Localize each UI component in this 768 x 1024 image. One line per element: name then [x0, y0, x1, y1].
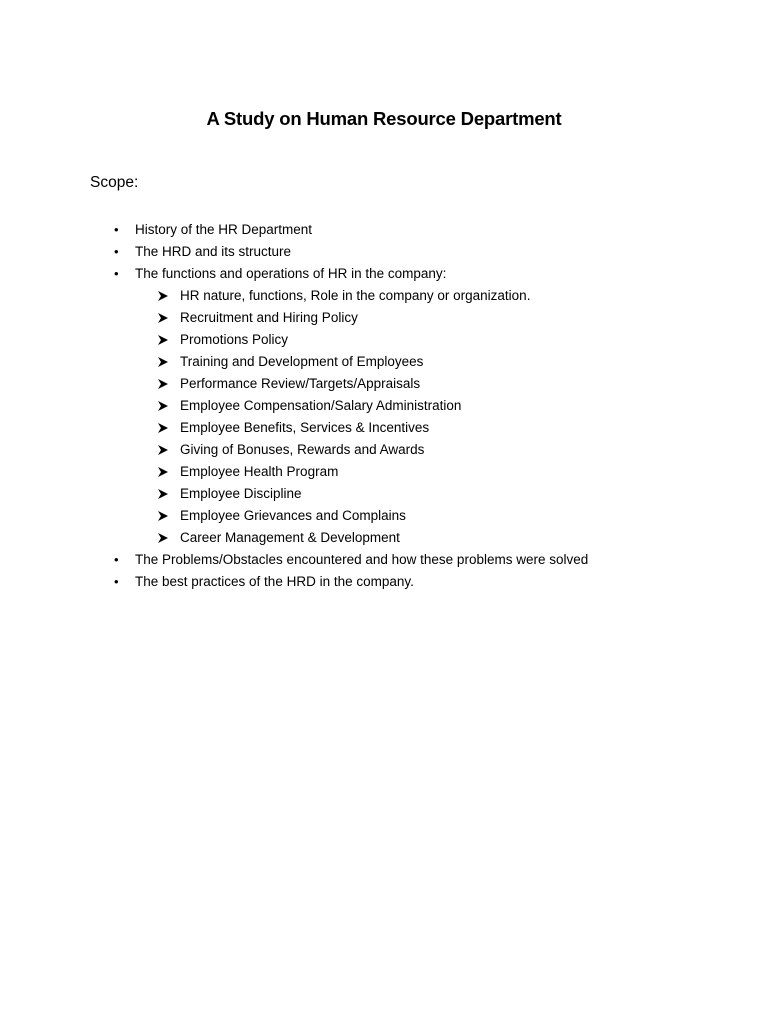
arrowhead-icon	[158, 467, 168, 477]
arrowhead-icon	[158, 401, 168, 411]
arrowhead-icon	[158, 379, 168, 389]
sub-list-item	[0, 461, 768, 483]
list-item-text: Employee Health Program	[180, 464, 339, 479]
arrowhead-icon	[158, 489, 168, 499]
list-item-text: Promotions Policy	[180, 332, 289, 347]
sub-list-item	[0, 285, 768, 307]
arrowhead-icon	[158, 357, 168, 367]
list-item	[0, 219, 768, 241]
sub-list-item	[0, 527, 768, 549]
sub-list-item	[0, 439, 768, 461]
arrowhead-icon	[158, 511, 168, 521]
bullet-icon: •	[114, 266, 119, 281]
list-item-text: Employee Discipline	[180, 486, 302, 501]
arrowhead-icon	[158, 313, 168, 323]
list-item-text: Performance Review/Targets/Appraisals	[180, 376, 421, 391]
list-item	[0, 263, 768, 285]
list-item-text: HR nature, functions, Role in the company or organization.	[180, 288, 531, 303]
list-item-text: Training and Development of Employees	[180, 354, 424, 369]
arrowhead-icon	[158, 335, 168, 345]
list-item-text: The functions and operations of HR in the company:	[135, 266, 447, 281]
sub-list-item	[0, 307, 768, 329]
sub-list-item	[0, 395, 768, 417]
list-item-text: Career Management & Development	[180, 530, 400, 545]
list-item	[0, 549, 768, 571]
list-item-text: Recruitment and Hiring Policy	[180, 310, 358, 325]
arrowhead-icon	[158, 445, 168, 455]
sub-list-item	[0, 373, 768, 395]
list-item-text: The Problems/Obstacles encountered and how these problems were solved	[135, 552, 589, 567]
arrowhead-icon	[158, 533, 168, 543]
sub-list-item	[0, 505, 768, 527]
bullet-icon: •	[114, 244, 119, 259]
sub-list-item	[0, 329, 768, 351]
list-item	[0, 571, 768, 593]
scope-heading: Scope:	[90, 174, 139, 191]
arrowhead-icon	[158, 423, 168, 433]
scope-list	[0, 219, 768, 593]
list-item-text: The best practices of the HRD in the company.	[135, 574, 414, 589]
list-item-text: The HRD and its structure	[135, 244, 292, 259]
sub-list-item	[0, 417, 768, 439]
page-title: A Study on Human Resource Department	[206, 108, 562, 129]
list-item-text: Employee Benefits, Services & Incentives	[180, 420, 430, 435]
list-item-text: Giving of Bonuses, Rewards and Awards	[180, 442, 425, 457]
bullet-icon: •	[114, 222, 119, 237]
list-item-text: Employee Compensation/Salary Administration	[180, 398, 462, 413]
bullet-icon: •	[114, 574, 119, 589]
bullet-icon: •	[114, 552, 119, 567]
arrowhead-icon	[158, 291, 168, 301]
list-item	[0, 241, 768, 263]
sub-list-item	[0, 483, 768, 505]
list-item-text: History of the HR Department	[135, 222, 313, 237]
list-item-text: Employee Grievances and Complains	[180, 508, 406, 523]
sub-list-item	[0, 351, 768, 373]
